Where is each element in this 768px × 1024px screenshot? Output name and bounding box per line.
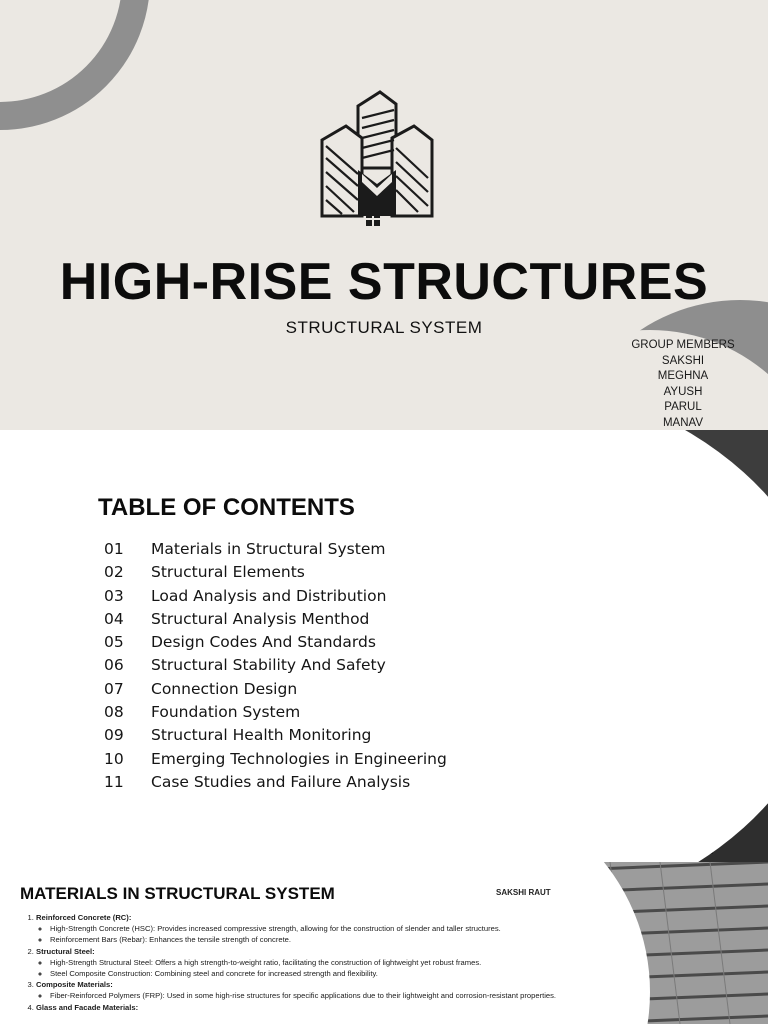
toc-item-number: 05	[104, 633, 124, 652]
material-point: ◦ Reinforcement Bars (Rebar): Enhances the tensile strength of concrete.	[50, 934, 568, 945]
material-category	[36, 946, 568, 980]
group-members-list	[622, 338, 744, 430]
toc-item[interactable]	[104, 633, 464, 656]
materials-list	[28, 912, 568, 1013]
toc-item-number: 10	[104, 749, 124, 768]
material-category-name: Glass and Facade Materials:	[36, 1002, 139, 1012]
material-category-name: Composite Materials:	[36, 980, 113, 990]
decorative-arc-top-left	[0, 0, 150, 130]
material-category	[36, 979, 568, 1001]
material-category-name: Structural Steel:	[36, 946, 95, 956]
member-name: PARUL	[664, 401, 702, 414]
toc-item-label: Emerging Technologies in Engineering	[151, 749, 447, 768]
toc-item-number: 07	[104, 679, 124, 698]
member-name: SAKSHI	[661, 354, 705, 367]
toc-item[interactable]	[104, 750, 464, 773]
toc-item-number: 11	[104, 772, 124, 791]
toc-item-label: Load Analysis and Distribution	[151, 586, 387, 605]
toc-item-label: Design Codes And Standards	[151, 633, 376, 652]
material-category-name: Reinforced Concrete (RC):	[36, 913, 132, 922]
toc-item[interactable]	[104, 540, 464, 563]
toc-item[interactable]	[104, 703, 464, 726]
toc-title: TABLE OF CONTENTS	[98, 494, 355, 521]
material-category	[36, 912, 568, 946]
material-point: ◦ Steel Composite Construction: Combining steel and concrete for increased strength and flexibility.	[50, 968, 568, 979]
toc-item-label: Structural Analysis Menthod	[151, 609, 370, 628]
building-logo-icon	[318, 88, 436, 230]
materials-author: SAKSHI RAUT	[496, 888, 551, 897]
material-category	[36, 1002, 568, 1013]
toc-item[interactable]	[104, 656, 464, 679]
presentation-subtitle: STRUCTURAL SYSTEM	[285, 318, 483, 337]
toc-item-number: 02	[104, 563, 124, 582]
toc-item-number: 04	[104, 609, 124, 628]
material-point: ◦ High-Strength Structural Steel: Offers a high strength-to-weight ratio, facilitating the construction of lightweight yet robust frames.	[50, 957, 568, 968]
toc-item-number: 01	[104, 540, 124, 558]
members-heading: GROUP MEMBERS	[631, 339, 735, 351]
material-point: ◦ High-Strength Concrete (HSC): Provides increased compressive strength, allowing for the construction of slender and taller structures.	[50, 923, 568, 934]
materials-title: MATERIALS IN STRUCTURAL SYSTEM	[20, 884, 335, 903]
table-of-contents-slide	[0, 430, 768, 862]
toc-item-label: Structural Elements	[151, 563, 305, 582]
toc-list	[104, 540, 464, 796]
toc-item[interactable]	[104, 726, 464, 749]
toc-item-label: Foundation System	[151, 703, 301, 722]
toc-item-number: 06	[104, 656, 124, 675]
toc-item-label: Materials in Structural System	[151, 540, 386, 558]
toc-item-number: 09	[104, 726, 124, 745]
member-name: MEGHNA	[657, 370, 709, 383]
member-name: MANAV	[662, 416, 704, 429]
toc-item[interactable]	[104, 587, 464, 610]
materials-slide	[0, 862, 768, 1024]
toc-item-label: Case Studies and Failure Analysis	[151, 772, 411, 791]
cover-slide	[0, 0, 768, 430]
presentation-title: HIGH-RISE STRUCTURES	[59, 253, 709, 311]
toc-item[interactable]	[104, 680, 464, 703]
toc-item-label: Structural Stability And Safety	[151, 656, 386, 675]
toc-item[interactable]	[104, 563, 464, 586]
toc-item-number: 03	[104, 586, 124, 605]
toc-item-number: 08	[104, 703, 124, 722]
toc-item-label: Connection Design	[151, 679, 298, 698]
toc-item[interactable]	[104, 610, 464, 633]
member-name: AYUSH	[663, 385, 703, 398]
toc-item[interactable]	[104, 773, 464, 796]
toc-item-label: Structural Health Monitoring	[151, 726, 372, 745]
material-point: ◦ Fiber-Reinforced Polymers (FRP): Used in some high-rise structures for specific applications due to their lightweight and corrosion-resistant properties.	[50, 990, 568, 1001]
